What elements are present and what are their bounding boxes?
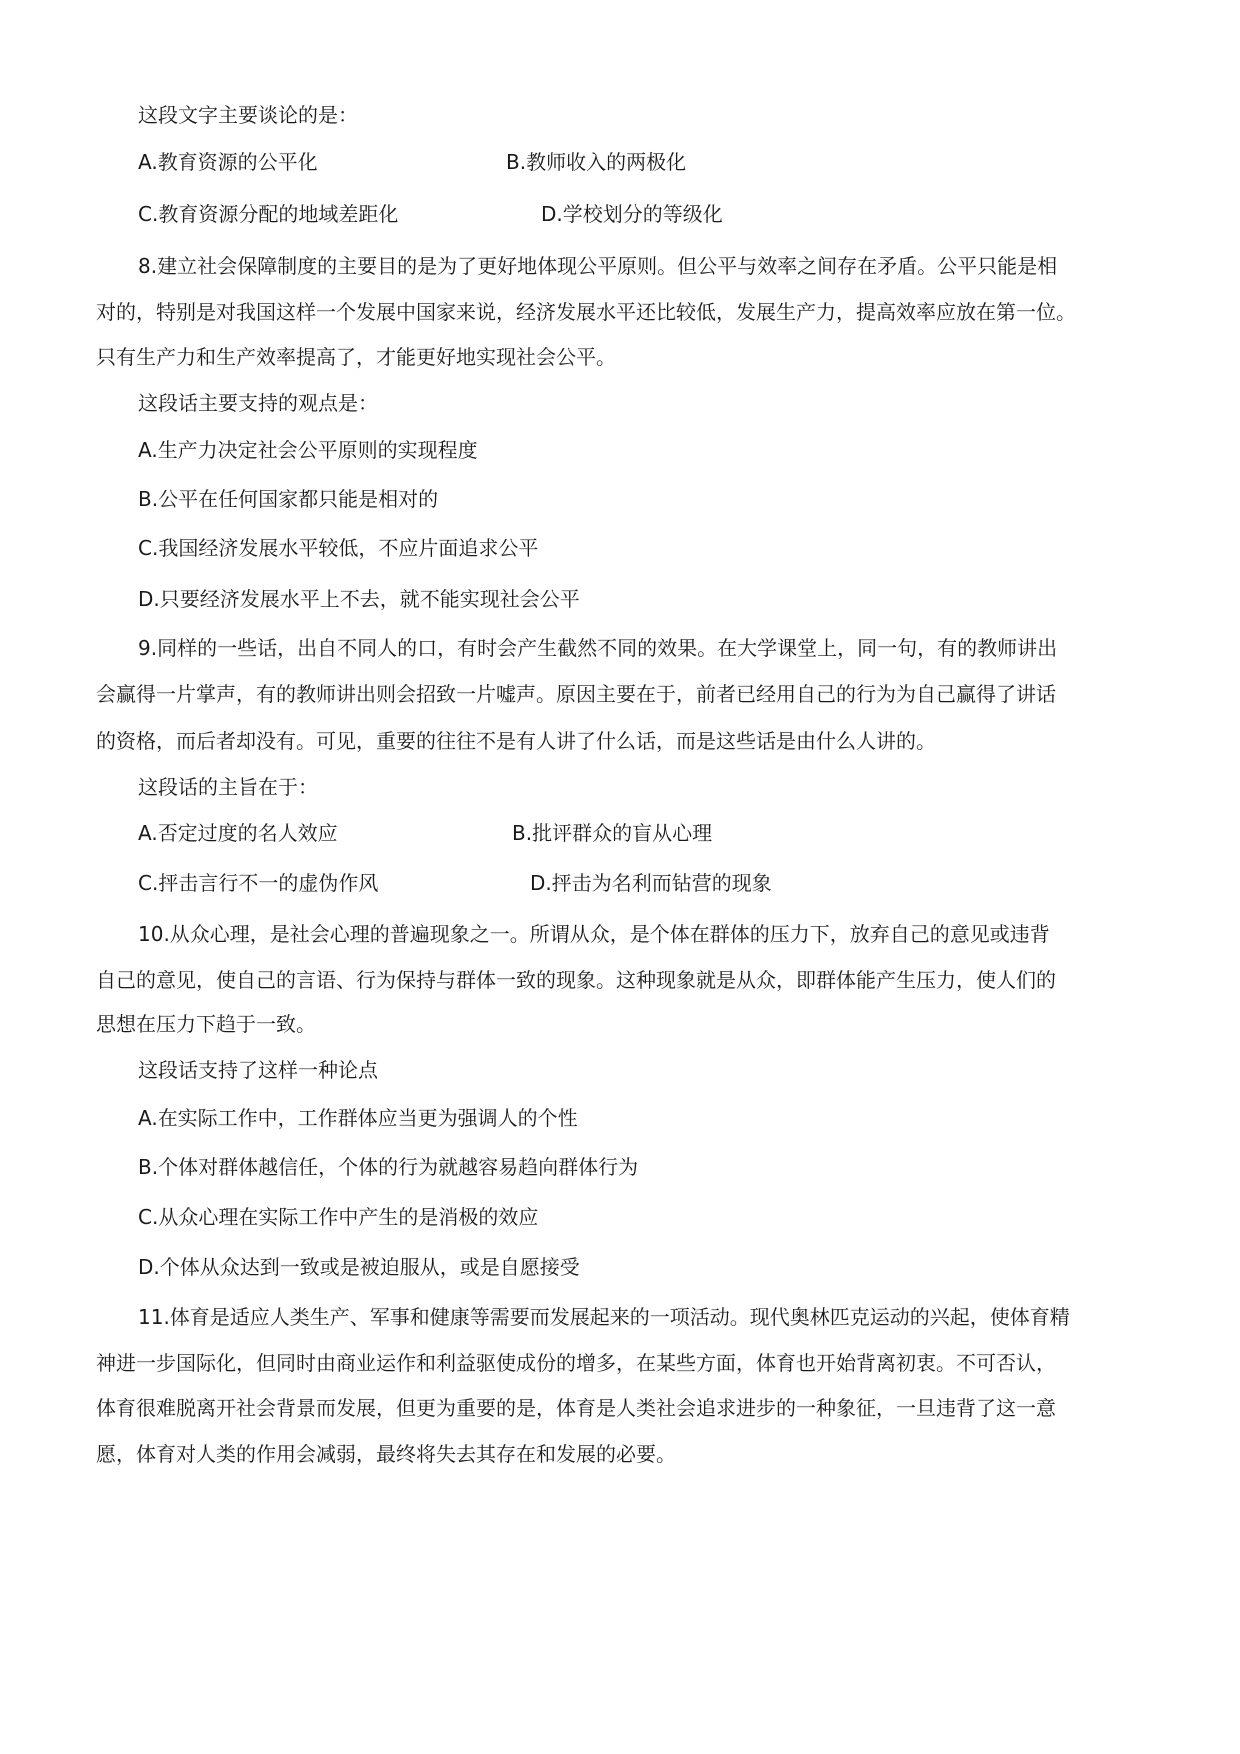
q8-line-1: 8.建立社会保障制度的主要目的是为了更好地体现公平原则。但公平与效率之间存在矛盾。公平只能是相 bbox=[138, 254, 1058, 278]
q7-option-d: D.学校划分的等级化 bbox=[541, 202, 723, 226]
q10-option-d: D.个体从众达到一致或是被迫服从，或是自愿接受 bbox=[138, 1255, 580, 1279]
q10-prompt: 这段话支持了这样一种论点 bbox=[138, 1058, 378, 1082]
q8-option-c: C.我国经济发展水平较低，不应片面追求公平 bbox=[138, 536, 539, 560]
q7-prompt: 这段文字主要谈论的是： bbox=[138, 103, 358, 127]
q11-line-1: 11.体育是适应人类生产、军事和健康等需要而发展起来的一项活动。现代奥林匹克运动的兴起，使体育精 bbox=[138, 1305, 1070, 1329]
q11-line-2: 神进一步国际化，但同时由商业运作和利益驱使成份的增多，在某些方面，体育也开始背离初衷。不可否认， bbox=[96, 1351, 1056, 1375]
q11-line-4: 愿，体育对人类的作用会减弱，最终将失去其存在和发展的必要。 bbox=[96, 1442, 676, 1466]
q8-line-3: 只有生产力和生产效率提高了，才能更好地实现社会公平。 bbox=[96, 345, 616, 369]
q9-option-c: C.抨击言行不一的虚伪作风 bbox=[138, 871, 379, 895]
q7-option-b: B.教师收入的两极化 bbox=[506, 150, 687, 174]
q9-line-2: 会赢得一片掌声，有的教师讲出则会招致一片嘘声。原因主要在于，前者已经用自己的行为为自己赢得了讲话 bbox=[96, 682, 1056, 706]
q10-line-2: 自己的意见，使自己的言语、行为保持与群体一致的现象。这种现象就是从众，即群体能产生压力，使人们的 bbox=[96, 968, 1056, 992]
q8-option-a: A.生产力决定社会公平原则的实现程度 bbox=[138, 438, 478, 462]
q9-line-1: 9.同样的一些话，出自不同人的口，有时会产生截然不同的效果。在大学课堂上，同一句，有的教师讲出 bbox=[138, 636, 1058, 660]
q9-prompt: 这段话的主旨在于： bbox=[138, 775, 318, 799]
q10-option-a: A.在实际工作中，工作群体应当更为强调人的个性 bbox=[138, 1106, 578, 1130]
q9-option-a: A.否定过度的名人效应 bbox=[138, 821, 338, 845]
q10-option-c: C.从众心理在实际工作中产生的是消极的效应 bbox=[138, 1205, 539, 1229]
q8-option-b: B.公平在任何国家都只能是相对的 bbox=[138, 487, 439, 511]
q7-option-c: C.教育资源分配的地域差距化 bbox=[138, 202, 399, 226]
q10-line-3: 思想在压力下趋于一致。 bbox=[96, 1012, 316, 1036]
q8-line-2: 对的，特别是对我国这样一个发展中国家来说，经济发展水平还比较低，发展生产力，提高效率应放在第一位。 bbox=[96, 300, 1076, 324]
q8-prompt: 这段话主要支持的观点是： bbox=[138, 391, 378, 415]
q8-option-d: D.只要经济发展水平上不去，就不能实现社会公平 bbox=[138, 587, 580, 611]
q9-option-b: B.批评群众的盲从心理 bbox=[512, 821, 713, 845]
q9-line-3: 的资格，而后者却没有。可见，重要的往往不是有人讲了什么话，而是这些话是由什么人讲的。 bbox=[96, 729, 936, 753]
q9-option-d: D.抨击为名利而钻营的现象 bbox=[530, 871, 772, 895]
q11-line-3: 体育很难脱离开社会背景而发展，但更为重要的是，体育是人类社会追求进步的一种象征，一旦违背了这一意 bbox=[96, 1396, 1056, 1420]
q7-option-a: A.教育资源的公平化 bbox=[138, 150, 318, 174]
q10-line-1: 10.从众心理，是社会心理的普遍现象之一。所谓从众，是个体在群体的压力下，放弃自己的意见或违背 bbox=[138, 922, 1050, 946]
q10-option-b: B.个体对群体越信任，个体的行为就越容易趋向群体行为 bbox=[138, 1155, 639, 1179]
